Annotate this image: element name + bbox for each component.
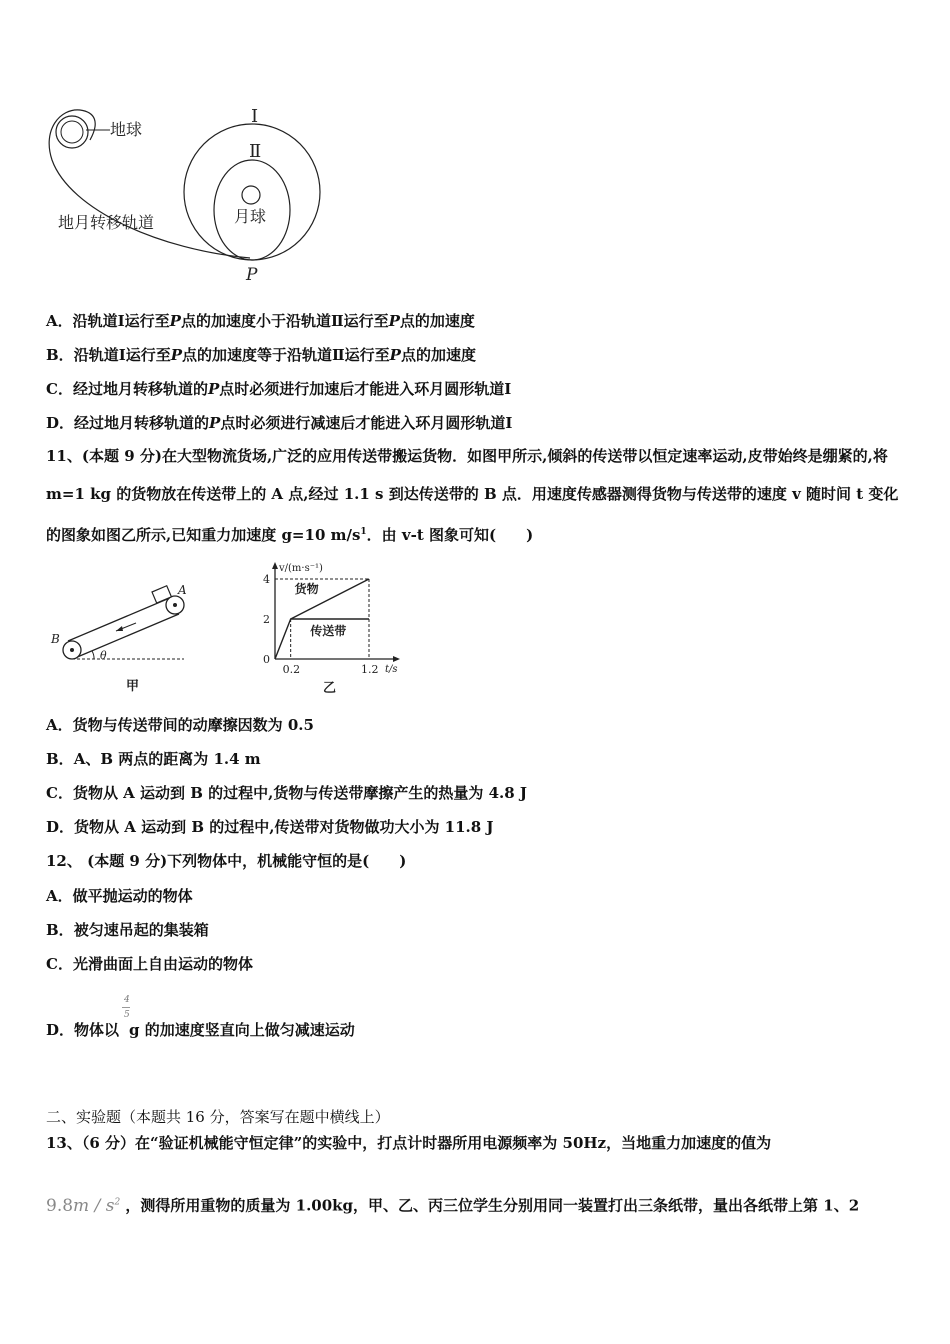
- q12-option-D: D．物体以 g 的加速度竖直向上做匀减速运动: [46, 1021, 355, 1039]
- figure-yi-caption: 乙: [323, 681, 337, 696]
- y-axis-label: v/(m·s⁻¹): [279, 563, 323, 574]
- vt-lines: [275, 579, 369, 659]
- q11-option-C: C．货物从 A 运动到 B 的过程中,货物与传送带摩擦产生的热量为 4.8 J: [46, 784, 528, 802]
- moon-circle: [242, 186, 260, 204]
- series-label-belt: 传送带: [310, 624, 347, 638]
- vt-labels: [263, 573, 379, 676]
- y-axis-arrow: [272, 562, 278, 569]
- point-A-label: A: [178, 583, 187, 597]
- point-B-label: B: [51, 632, 60, 646]
- q10-option-B: B．沿轨道Ⅰ运行至P点的加速度等于沿轨道Ⅱ运行至P点的加速度: [46, 346, 476, 364]
- q10-option-D: D．经过地月转移轨道的P点时必须进行减速后才能进入环月圆形轨道Ⅰ: [46, 414, 513, 432]
- orbit-diagram: [40, 100, 340, 290]
- q11-option-A: A．货物与传送带间的动摩擦因数为 0.5: [46, 716, 314, 734]
- earth-label: 地球: [110, 120, 143, 139]
- q11-option-D: D．货物从 A 运动到 B 的过程中,传送带对货物做功大小为 11.8 J: [46, 818, 494, 836]
- fraction-denominator: 5: [124, 1010, 130, 1020]
- x-axis-arrow: [393, 656, 400, 662]
- y-tick-label-0: 0: [263, 653, 270, 666]
- point-P-label: P: [246, 265, 258, 285]
- q12-option-C: C．光滑曲面上自由运动的物体: [46, 955, 253, 973]
- orbit-II-label: Ⅱ: [249, 141, 262, 162]
- q12-option-A: A．做平抛运动的物体: [46, 887, 193, 905]
- belt-bottom: [75, 614, 179, 658]
- transfer-orbit-label: 地月转移轨道: [58, 213, 155, 232]
- belt-arrow-head: [116, 626, 123, 631]
- moon-label: 月球: [234, 207, 267, 226]
- y-tick-label-2: 2: [263, 613, 270, 626]
- theta-label: θ: [100, 649, 107, 662]
- y-tick-label-4: 4: [263, 573, 270, 586]
- fraction-numerator: 4: [124, 995, 130, 1005]
- q11-option-B: B．A、B 两点的距离为 1.4 m: [46, 750, 261, 768]
- q13-line2: $9.8m / s^2$ ，测得所用重物的质量为 1.00kg，甲、乙、丙三位学生分别用同一装置打出三条纸带，量出各纸带上第 1、2: [46, 1195, 860, 1216]
- q13-line1: 13、（6 分）在“验证机械能守恒定律”的实验中，打点计时器所用电源频率为 50Hz，当地重力加速度的值为: [46, 1134, 772, 1152]
- q12-stem: 12、 (本题 9 分)下列物体中，机械能守恒的是( ): [46, 852, 407, 870]
- orbit-I-label: Ⅰ: [251, 106, 259, 127]
- vt-chart: [255, 556, 415, 698]
- q11-stem: 11、(本题 9 分)在大型物流货场,广泛的应用传送带搬运货物．如图甲所示,倾斜的传送带以恒定速率运动,皮带始终是绷紧的,将 m=1 kg 的货物放在传送带上的 A 点,经过 1.1 s 到达传送带的 B 点．用速度传感器测得货物与传送带的速度 v 随时间 t 变化的图象如图乙所示,已知重力加速度 g=10 $m/s^1$．由 v-t 图象可知( ): [46, 447, 899, 544]
- section-heading: 二、实验题（本题共 16 分，答案写在题中横线上）: [46, 1108, 390, 1126]
- theta-arc: [92, 651, 94, 659]
- series-label-cargo: 货物: [294, 582, 319, 596]
- q12-option-B: B．被匀速吊起的集装箱: [46, 921, 209, 939]
- q10-option-C: C．经过地月转移轨道的P点时必须进行加速后才能进入环月圆形轨道Ⅰ: [46, 380, 512, 398]
- figure-jia-caption: 甲: [126, 679, 140, 694]
- gravity-value: $9.8m / s^2$: [46, 1195, 121, 1216]
- q10-option-A: A．沿轨道Ⅰ运行至P点的加速度小于沿轨道Ⅱ运行至P点的加速度: [46, 312, 475, 330]
- conveyor-diagram: [44, 575, 194, 700]
- fraction-bar: [122, 1007, 130, 1008]
- earth-inner-circle: [61, 121, 83, 143]
- x-tick-label-1.2: 1.2: [361, 663, 379, 676]
- x-tick-label-0.2: 0.2: [282, 663, 301, 676]
- pulley-bottom-axle: [70, 648, 74, 652]
- pulley-top-axle: [173, 603, 177, 607]
- x-axis-label: t/s: [385, 664, 398, 675]
